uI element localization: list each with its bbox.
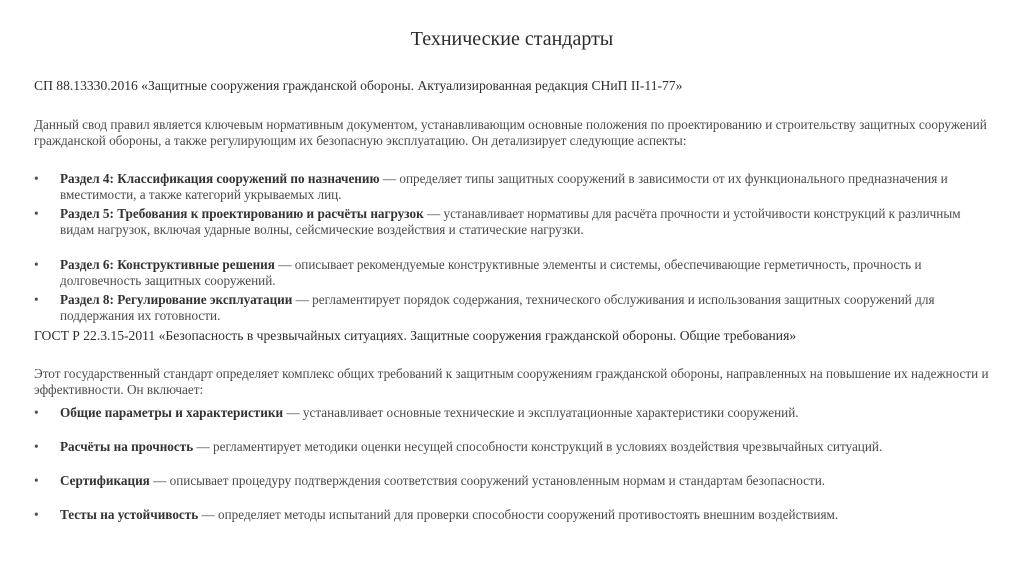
list-item: [34, 507, 996, 523]
item-desc: — регламентирует методики оценки несущей способности конструкций в условиях воздействия чрезвычайных ситуаций.: [193, 439, 883, 454]
item-desc: — устанавливает основные технические и эксплуатационные характеристики сооружений.: [283, 405, 799, 420]
sp-intro: Данный свод правил является ключевым нормативным документом, устанавливающим основные положения по проектированию и строительству защитных сооружений гражданской обороны, а также регулирующим их безопасную эксплуатацию. Он детализирует следующие аспекты:: [34, 117, 987, 148]
page-title: Технические стандарты: [410, 28, 614, 50]
sp-list: [34, 171, 996, 324]
list-item: [34, 439, 996, 455]
item-term: Тесты на устойчивость: [60, 507, 199, 522]
item-term: Расчёты на прочность: [60, 439, 194, 454]
gost-intro: Этот государственный стандарт определяет комплекс общих требований к защитным сооружениям гражданской обороны, направленных на повышение их надежности и эффективности. Он включает:: [34, 366, 989, 397]
list-item: [34, 171, 996, 203]
item-desc: — описывает процедуру подтверждения соответствия сооружений установленным нормам и стандартам безопасности.: [149, 473, 826, 488]
item-desc: — описывает рекомендуемые конструктивные элементы и системы, обеспечивающие герметичность, прочность и долговечность защитных сооружений.: [60, 257, 922, 288]
gost-heading: ГОСТ Р 22.3.15-2011 «Безопасность в чрезвычайных ситуациях. Защитные сооружения гражданской обороны. Общие требования»: [34, 328, 797, 343]
list-item: [34, 292, 996, 324]
list-item: [34, 473, 996, 489]
item-term: Сертификация: [60, 473, 150, 488]
item-term: Раздел 4: Классификация сооружений по назначению: [60, 171, 380, 186]
list-item: [34, 257, 996, 289]
list-item: [34, 206, 996, 238]
item-term: Раздел 8: Регулирование эксплуатации: [60, 292, 293, 307]
list-item: [34, 405, 996, 421]
item-desc: — устанавливает нормативы для расчёта прочности и устойчивости конструкций к различным видам нагрузок, включая ударные волны, сейсмические воздействия и статические нагрузки.: [60, 206, 961, 237]
item-term: Общие параметры и характеристики: [60, 405, 284, 420]
sp-heading: СП 88.13330.2016 «Защитные сооружения гражданской обороны. Актуализированная редакция СНиП II-11-77»: [34, 78, 683, 93]
gost-list: [34, 405, 996, 523]
item-desc: — определяет методы испытаний для проверки способности сооружений противостоять внешним воздействиям.: [198, 507, 839, 522]
item-term: Раздел 5: Требования к проектированию и расчёты нагрузок: [60, 206, 424, 221]
item-term: Раздел 6: Конструктивные решения: [60, 257, 275, 272]
item-desc: — определяет типы защитных сооружений в зависимости от их функционального предназначения и вместимости, а также категорий укрываемых лиц.: [60, 171, 948, 202]
item-desc: — регламентирует порядок содержания, технического обслуживания и использования защитных сооружений для поддержания их готовности.: [60, 292, 935, 323]
